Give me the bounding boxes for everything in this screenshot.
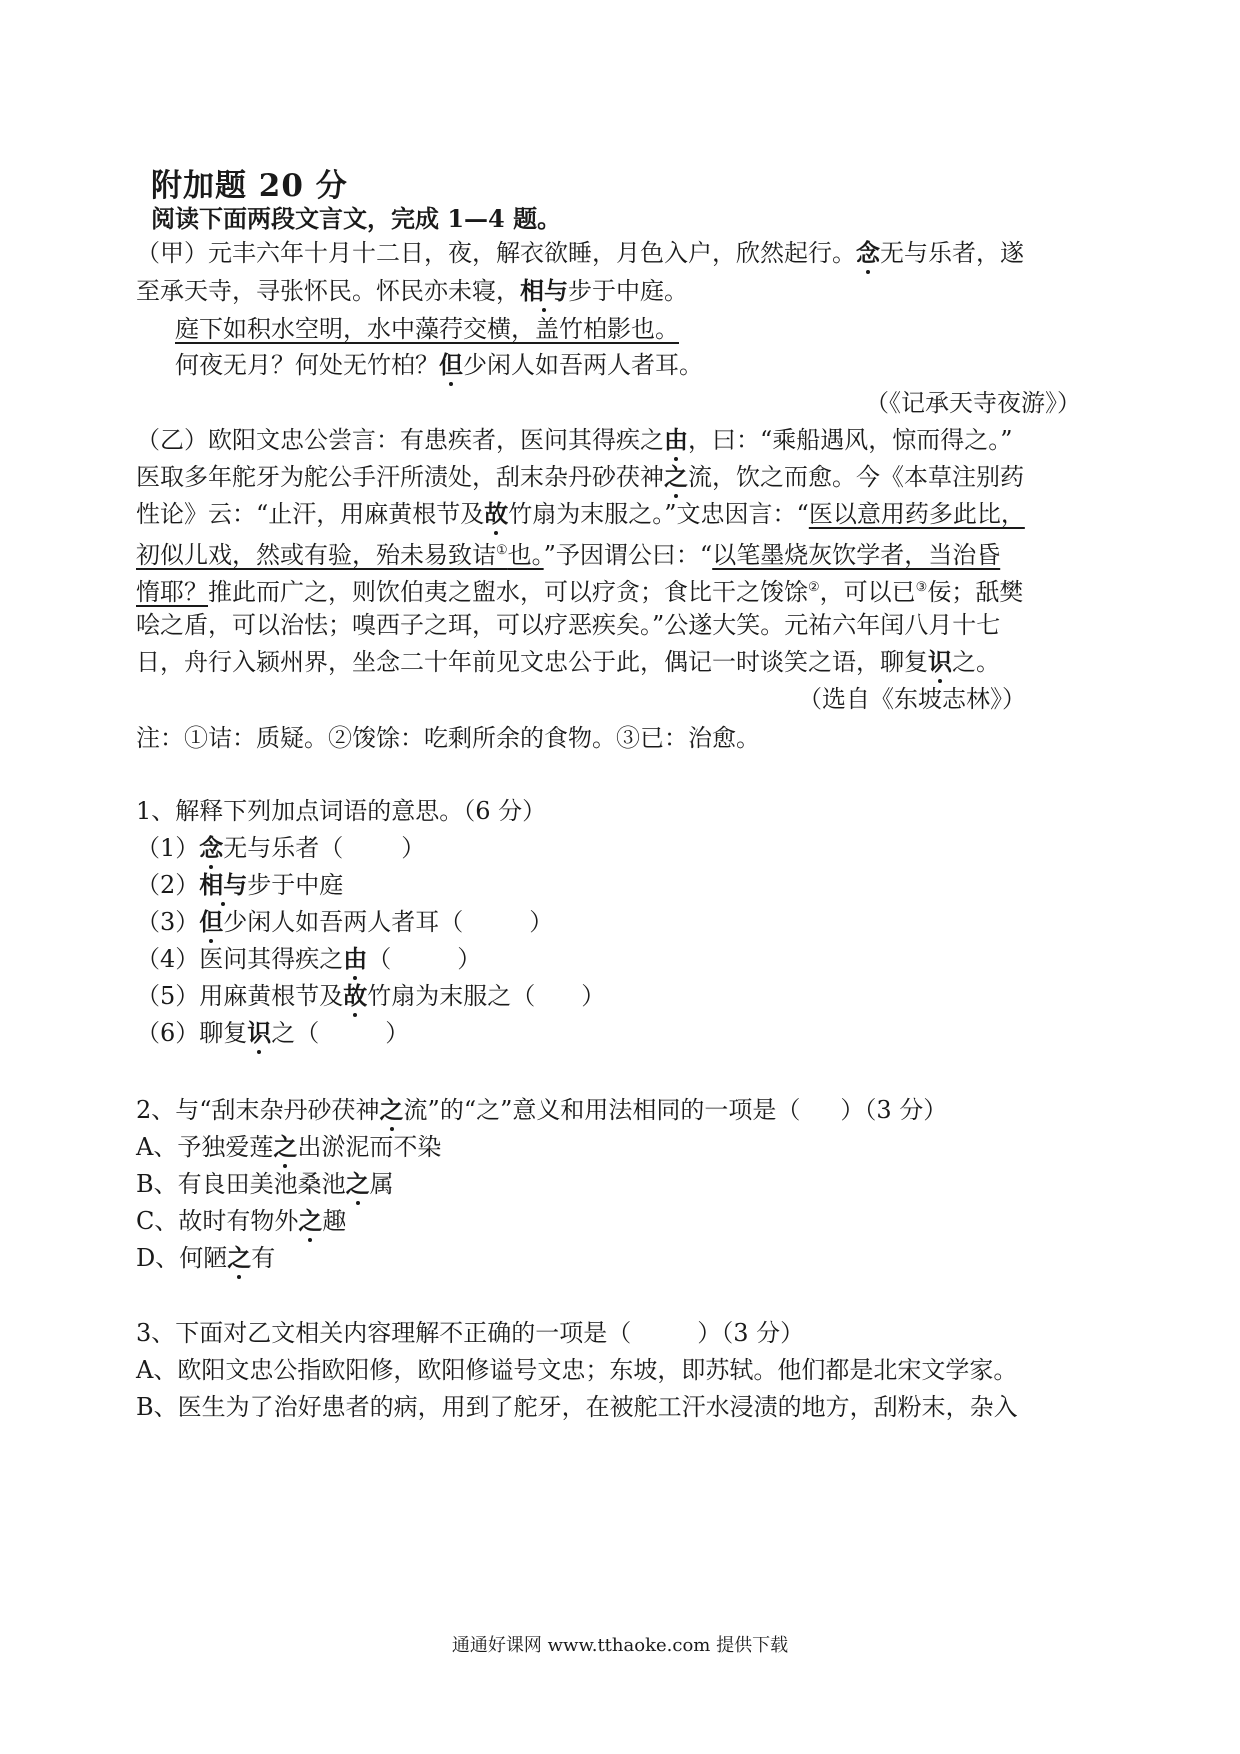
text: 2、与“刮末杂丹砂茯神 <box>136 1096 380 1124</box>
text: 推此而广之，则饮伯夷之盥水，可以疗贪；食比干之馂馀 <box>208 578 808 606</box>
text: ”予因谓公曰：“ <box>543 541 713 569</box>
text: C、故时有物外 <box>136 1207 299 1235</box>
text: 步于中庭。 <box>568 277 688 305</box>
text: 属 <box>369 1170 394 1198</box>
text: 竹扇为末服之。”文忠因言：“ <box>508 500 809 528</box>
text: （甲）元丰六年十月十二日，夜，解衣欲睡，月色入户，欣然起行。 <box>136 239 856 267</box>
dotted-word: 之 <box>227 1243 252 1272</box>
dotted-word: 念 <box>856 238 880 267</box>
q1-stem: 1、解释下列加点词语的意思。（6 分） <box>136 797 547 825</box>
dotted-word: 由 <box>664 425 688 454</box>
text: 少闲人如吾两人者耳（ <box>223 908 464 936</box>
text: ，曰：“乘船遇风，惊而得之。” <box>688 426 1013 454</box>
q3-option-a[interactable]: A、欧阳文忠公指欧阳修，欧阳修谥号文忠；东坡，即苏轼。他们都是北宋文学家。 <box>136 1356 1018 1384</box>
text: ，可以已 <box>819 578 916 606</box>
q1-item <box>136 1018 1066 1048</box>
q2-option-a[interactable] <box>136 1132 1066 1162</box>
text: ） <box>581 982 606 1010</box>
passage-yi-line-3 <box>136 499 1066 529</box>
text: 佞；舐樊 <box>927 578 1024 606</box>
passage-yi-line-4 <box>136 536 1066 570</box>
passage-jia-line-2 <box>136 276 1066 306</box>
passage-yi-line-7 <box>136 647 1066 677</box>
footer: 通通好课网 www.tthaoke.com 提供下载 <box>451 1635 789 1656</box>
q3-stem <box>136 1318 1066 1348</box>
text: （ <box>367 945 392 973</box>
text: 竹扇为末服之（ <box>367 982 536 1010</box>
text: 之。 <box>952 648 1000 676</box>
q2-option-d[interactable] <box>136 1243 1066 1273</box>
dotted-word: 故 <box>343 981 368 1010</box>
dotted-word: 相与 <box>199 870 248 899</box>
text: D、何陋 <box>136 1244 228 1272</box>
text: 日，舟行入颍州界，坐念二十年前见文忠公于此，偶记一时谈笑之语，聊复 <box>136 648 928 676</box>
footnote-mark: ② <box>808 580 820 595</box>
q1-item <box>136 833 1066 863</box>
dotted-word: 相与 <box>520 276 568 305</box>
text: （1） <box>136 834 200 862</box>
dotted-word: 由 <box>343 944 368 973</box>
text: 医取多年舵牙为舵公手汗所渍处，刮末杂丹砂茯神 <box>136 463 664 491</box>
text: ） <box>385 1019 410 1047</box>
text: ） <box>457 945 482 973</box>
text: （4）医问其得疾之 <box>136 945 344 973</box>
text: 也。 <box>507 541 544 569</box>
q2-option-c[interactable] <box>136 1206 1066 1236</box>
text: 何夜无月？何处无竹柏？ <box>175 351 439 379</box>
underlined-sentence: 医以意用药多此比， <box>808 500 1025 528</box>
footnote-mark: ① <box>496 543 508 558</box>
passage-yi-line-2 <box>136 462 1066 492</box>
text: 趣 <box>322 1207 347 1235</box>
passage-jia-line-4 <box>175 350 1105 380</box>
text: 无与乐者（ <box>223 834 344 862</box>
text: 至承天寺，寻张怀民。怀民亦未寝， <box>136 277 520 305</box>
q1-item <box>136 870 1066 900</box>
text: 出淤泥而不染 <box>297 1133 442 1161</box>
passage-jia-line-3 <box>175 314 1105 344</box>
dotted-word: 之 <box>664 462 688 491</box>
passage-jia-source: （《记承天寺夜游》） <box>865 389 1081 417</box>
text: 性论》云：“止汗，用麻黄根节及 <box>136 500 485 528</box>
q2-stem <box>136 1095 1066 1125</box>
dotted-word: 之 <box>298 1206 323 1235</box>
passage-jia-line-1 <box>136 238 1081 268</box>
text: （3） <box>136 908 200 936</box>
text: ）（3 分） <box>697 1319 805 1347</box>
passage-yi-line-5 <box>136 573 1066 607</box>
text: ） <box>401 834 426 862</box>
page-title: 附加题 20 分 <box>151 168 348 204</box>
q1-item <box>136 907 1066 937</box>
dotted-word: 之 <box>379 1095 404 1124</box>
text: 流”的“之”意义和用法相同的一项是（ <box>403 1096 801 1124</box>
text: 流，饮之而愈。今《本草注别药 <box>688 463 1024 491</box>
dotted-word: 但 <box>199 907 224 936</box>
text: 有 <box>251 1244 276 1272</box>
text: （6）聊复 <box>136 1019 248 1047</box>
text: （5）用麻黄根节及 <box>136 982 344 1010</box>
dotted-word: 之 <box>345 1169 370 1198</box>
q1-item <box>136 981 1066 1011</box>
q1-item <box>136 944 1066 974</box>
passage-yi-source: （选自《东坡志林》） <box>798 685 1026 713</box>
text: A、予独爱莲 <box>136 1133 274 1161</box>
dotted-word: 识 <box>247 1018 272 1047</box>
passage-yi-line-1 <box>136 425 1081 455</box>
text: 3、下面对乙文相关内容理解不正确的一项是（ <box>136 1319 632 1347</box>
footnote-mark: ③ <box>915 580 928 595</box>
underlined-sentence: 庭下如积水空明，水中藻荇交横，盖竹柏影也。 <box>175 315 679 343</box>
dotted-word: 念 <box>199 833 224 862</box>
text: （乙）欧阳文忠公尝言：有患疾者，医问其得疾之 <box>136 426 664 454</box>
passage-yi-line-6: 哙之盾，可以治怯；嗅西子之珥，可以疗恶疾矣。”公遂大笑。元祐六年闰八月十七 <box>136 611 1001 639</box>
dotted-word: 之 <box>273 1132 298 1161</box>
dotted-word: 但 <box>439 350 463 379</box>
q3-option-b[interactable]: B、医生为了治好患者的病，用到了舵牙，在被舵工汗水浸渍的地方，刮粉末，杂入 <box>136 1393 1018 1421</box>
text: 初似儿戏，然或有验，殆未易致诘 <box>136 541 496 569</box>
footnotes: 注：①诘：质疑。②馂馀：吃剩所余的食物。③已：治愈。 <box>136 724 760 752</box>
text: 无与乐者，遂 <box>880 239 1024 267</box>
underlined-sentence: 惰耶？ <box>136 578 208 606</box>
text: B、有良田美池桑池 <box>136 1170 346 1198</box>
instruction: 阅读下面两段文言文，完成 1—4 题。 <box>151 204 562 233</box>
text: 步于中庭 <box>247 871 344 899</box>
underlined-sentence: 以笔墨烧灰饮学者，当治昏 <box>712 541 1001 569</box>
dotted-word: 故 <box>484 499 509 528</box>
text: ）（3 分） <box>840 1096 948 1124</box>
text: （2） <box>136 871 200 899</box>
text: ） <box>529 908 554 936</box>
text: 少闲人如吾两人者耳。 <box>463 351 703 379</box>
dotted-word: 识 <box>928 647 952 676</box>
underlined-sentence <box>136 541 544 569</box>
q2-option-b[interactable] <box>136 1169 1066 1199</box>
text: 之（ <box>271 1019 320 1047</box>
